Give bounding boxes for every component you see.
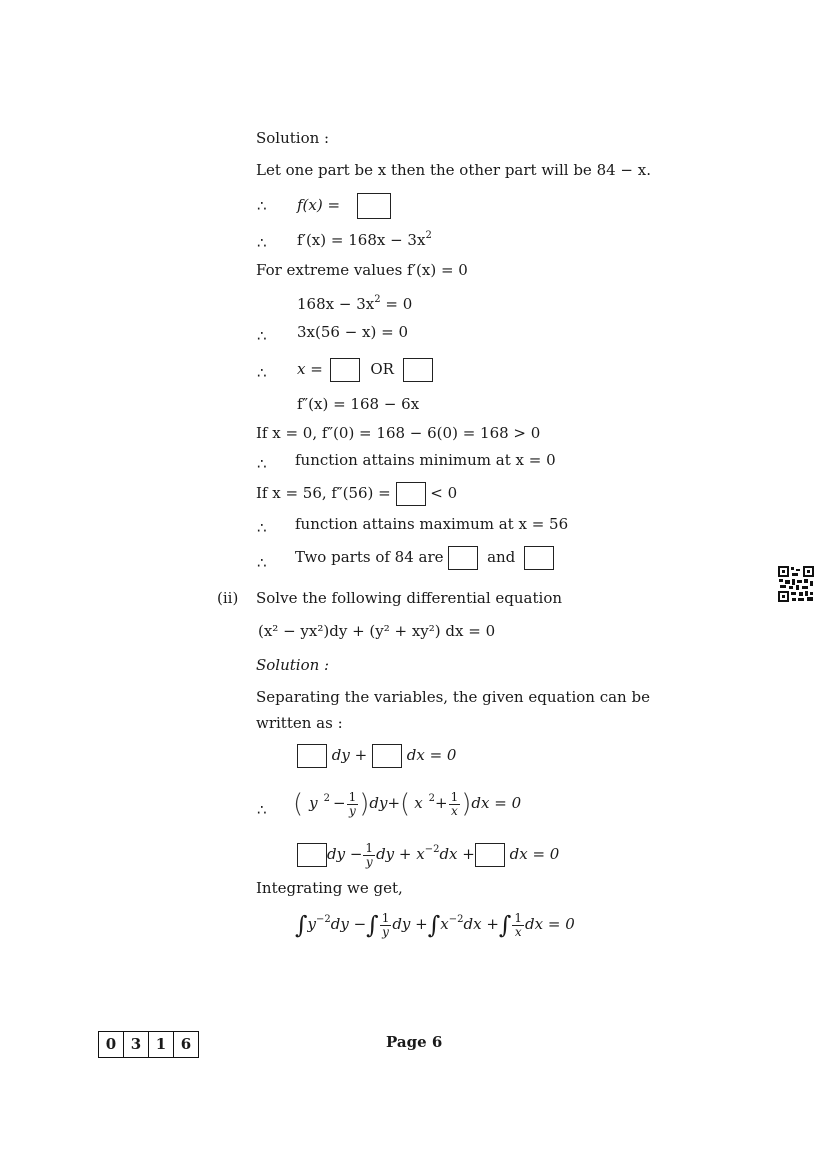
numerator: 1: [348, 789, 357, 804]
if-x-56-line: [256, 482, 457, 506]
dy-plus: dy +: [331, 746, 368, 764]
therefore-symbol: ∴: [257, 327, 267, 345]
fprime-expression: f′(x) = 168x − 3x: [297, 231, 426, 249]
fraction-1-over-y: [380, 912, 392, 939]
expanded-equation: [293, 785, 521, 824]
answer-box-part-2[interactable]: [524, 546, 554, 570]
code-digit: 0: [99, 1032, 124, 1057]
numerator: 1: [450, 789, 459, 804]
answer-box-x-term[interactable]: [475, 843, 505, 867]
answer-box-dy-coeff[interactable]: [297, 744, 327, 768]
code-digit: 6: [180, 1035, 192, 1053]
answer-box-y-term[interactable]: [297, 843, 327, 867]
solution-label: Solution :: [256, 129, 330, 147]
fraction-1-over-x: [449, 791, 461, 818]
x-equals: x =: [297, 360, 323, 378]
fx-line: [297, 193, 391, 219]
fx-label: f(x) =: [297, 196, 341, 214]
exponent: −2: [424, 844, 440, 855]
split-equation: [297, 836, 559, 875]
denominator: x: [514, 924, 522, 939]
answer-box-root-1[interactable]: [330, 358, 360, 382]
integral-sign: ∫: [498, 911, 512, 939]
answer-box-f2-56[interactable]: [396, 482, 426, 506]
differential-equation: (x² − yx²)dy + (y² + xy²) dx = 0: [258, 622, 496, 640]
integral-sign: ∫: [366, 911, 379, 939]
denominator: y: [382, 924, 389, 939]
exponent: −2: [448, 914, 464, 925]
separating-line-1: Separating the variables, the given equation can be: [256, 688, 650, 706]
therefore-symbol: ∴: [257, 801, 267, 819]
answer-box-root-2[interactable]: [403, 358, 433, 382]
therefore-symbol: ∴: [257, 234, 267, 252]
and-label: and: [487, 548, 516, 566]
if-x-zero-line: If x = 0, f″(0) = 168 − 6(0) = 168 > 0: [256, 424, 541, 442]
exponent: 2: [425, 230, 432, 241]
var-y: y: [309, 794, 318, 812]
two-parts-text: Two parts of 84 are: [295, 548, 444, 566]
integral-sign: ∫: [295, 911, 308, 939]
int-term-dy-minus: dy −: [330, 915, 367, 933]
page-number: Page 6: [386, 1033, 443, 1051]
dx-equals-zero: dx = 0: [406, 746, 457, 764]
question-number: (ii): [217, 589, 239, 607]
exponent: 2: [323, 793, 331, 804]
fraction-1-over-x: [512, 912, 524, 939]
answer-box-fx[interactable]: [357, 193, 391, 219]
minus-sign: −: [333, 794, 346, 812]
dx-equals-zero: dx = 0: [509, 845, 560, 863]
numerator: 1: [365, 840, 374, 855]
code-digit: 3: [124, 1032, 149, 1057]
exponent: 2: [428, 793, 436, 804]
left-paren: (: [293, 789, 304, 819]
intro-line: Let one part be x then the other part will be 84 − x.: [256, 161, 651, 179]
answer-box-dx-coeff[interactable]: [372, 744, 402, 768]
if-x-56-text: If x = 56, f″(56) =: [256, 484, 391, 502]
exponent: 2: [374, 294, 381, 305]
therefore-symbol: ∴: [257, 519, 267, 537]
equation-2: 3x(56 − x) = 0: [297, 323, 409, 341]
minimum-line: function attains minimum at x = 0: [295, 451, 556, 469]
numerator: 1: [514, 910, 523, 925]
equation-1-rhs: = 0: [385, 295, 413, 313]
dx-equals-zero: dx = 0: [471, 794, 522, 812]
denominator: y: [349, 803, 356, 818]
integrating-line: Integrating we get,: [256, 879, 403, 897]
answer-box-part-1[interactable]: [448, 546, 478, 570]
denominator: y: [365, 854, 373, 869]
dy-plus-x: dy + x: [376, 845, 425, 863]
equation-1: [297, 294, 412, 317]
or-label: OR: [370, 360, 394, 378]
integral-sign: ∫: [427, 911, 441, 939]
code-digit: 1: [149, 1032, 174, 1057]
solution-label-2: Solution :: [256, 656, 330, 674]
therefore-symbol: ∴: [257, 455, 267, 473]
integral-equation: [295, 906, 575, 945]
paper-code-box: [98, 1031, 199, 1058]
question-text: Solve the following differential equation: [256, 589, 563, 607]
fraction-1-over-y: [363, 842, 375, 869]
left-paren: (: [400, 789, 411, 819]
therefore-symbol: ∴: [257, 364, 267, 382]
two-parts-line: [295, 546, 554, 570]
right-paren: ): [359, 789, 370, 819]
extreme-values-line: For extreme values f′(x) = 0: [256, 261, 468, 279]
fprime-line: [297, 230, 432, 253]
maximum-line: function attains maximum at x = 56: [295, 515, 569, 533]
separating-line-2: written as :: [256, 714, 343, 732]
less-than-zero: < 0: [430, 484, 458, 502]
dx-plus: dx +: [439, 845, 475, 863]
int-term-dy-plus: dy +: [392, 915, 428, 933]
equation-1-lhs: 168x − 3x: [297, 295, 375, 313]
therefore-symbol: ∴: [257, 197, 267, 215]
int-term-dx-plus: dx +: [463, 915, 499, 933]
exponent: −2: [316, 914, 331, 925]
numerator: 1: [381, 910, 390, 925]
int-term-x: x: [440, 915, 449, 933]
separated-equation: [297, 744, 456, 768]
var-x: x: [414, 794, 423, 812]
dy-minus: dy −: [327, 845, 363, 863]
second-derivative-line: f″(x) = 168 − 6x: [297, 395, 420, 413]
int-term-dx-eq-0: dx = 0: [525, 915, 575, 933]
x-roots-line: [297, 358, 433, 382]
fraction-1-over-y: [347, 791, 359, 818]
plus-sign: +: [387, 794, 401, 812]
therefore-symbol: ∴: [257, 554, 267, 572]
int-term-y: y: [307, 915, 316, 933]
right-paren: ): [461, 789, 472, 819]
denominator: x: [451, 803, 458, 818]
plus-sign: +: [435, 794, 448, 812]
qr-code-icon: [777, 565, 815, 603]
dy-label: dy: [369, 794, 388, 812]
